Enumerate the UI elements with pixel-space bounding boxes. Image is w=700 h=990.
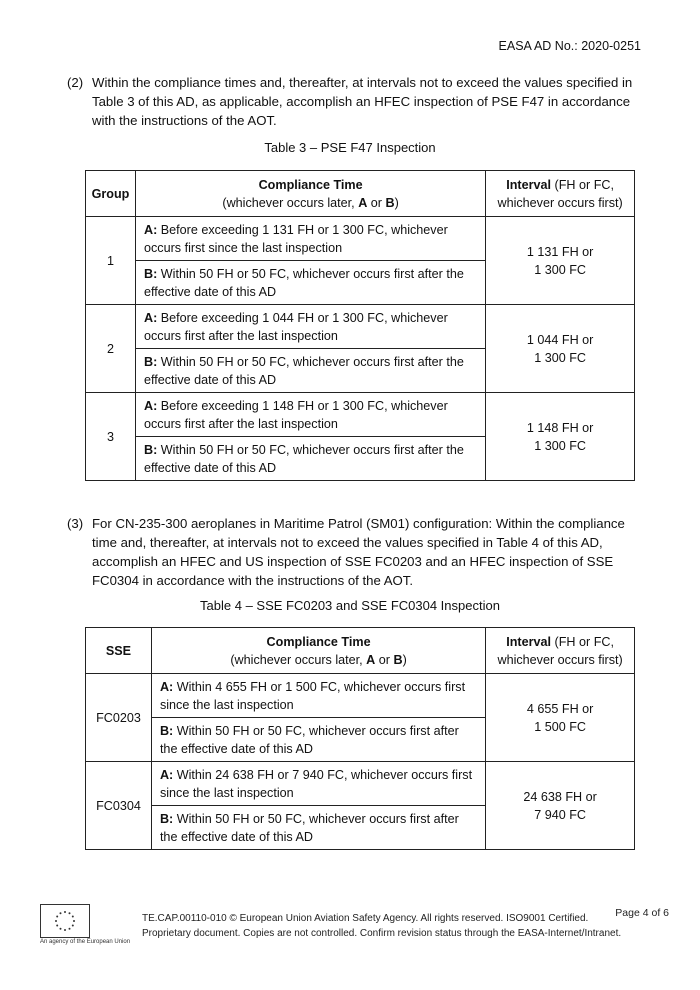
compliance-b-cell: B: Within 50 FH or 50 FC, whichever occurs first after the effective date of this AD bbox=[151, 718, 485, 762]
header-interval: Interval (FH or FC, whichever occurs first) bbox=[486, 171, 635, 217]
header-interval: Interval (FH or FC, whichever occurs first) bbox=[486, 628, 635, 674]
table4 bbox=[85, 627, 635, 850]
interval-cell: 1 131 FH or 1 300 FC bbox=[486, 217, 635, 305]
compliance-a-cell: A: Before exceeding 1 131 FH or 1 300 FC, whichever occurs first since the last inspection bbox=[135, 217, 485, 261]
header-group: Group bbox=[86, 171, 136, 217]
interval-cell: 1 148 FH or 1 300 FC bbox=[486, 393, 635, 481]
header-compliance-time: Compliance Time (whichever occurs later, A or B) bbox=[135, 171, 485, 217]
compliance-a-cell: A: Within 24 638 FH or 7 940 FC, whichever occurs first since the last inspection bbox=[151, 762, 485, 806]
compliance-a-cell: A: Before exceeding 1 044 FH or 1 300 FC, whichever occurs first after the last inspection bbox=[135, 305, 485, 349]
sse-cell: FC0203 bbox=[86, 674, 152, 762]
interval-cell: 24 638 FH or 7 940 FC bbox=[486, 762, 635, 850]
footer-line-1: TE.CAP.00110-010 © European Union Aviation Safety Agency. All rights reserved. ISO9001 Certified. bbox=[142, 913, 589, 924]
group-cell: 2 bbox=[86, 305, 136, 393]
table-row bbox=[86, 674, 635, 718]
paragraph-number: (2) bbox=[67, 75, 84, 90]
table-row bbox=[86, 217, 635, 261]
paragraph-2 bbox=[67, 73, 637, 130]
page-number: Page 4 of 6 bbox=[615, 907, 669, 919]
paragraph-text: For CN-235-300 aeroplanes in Maritime Patrol (SM01) configuration: Within the compliance time and, thereafter, at intervals not to exceed the values specified in Table 4 of this AD, accomplish an HFEC and US inspection of SSE FC0203 and an HFEC inspection of SSE FC0304 in accordance with the instructions of the AOT. bbox=[92, 516, 625, 588]
header-sse: SSE bbox=[86, 628, 152, 674]
ad-number: EASA AD No.: 2020-0251 bbox=[498, 39, 641, 53]
sse-cell: FC0304 bbox=[86, 762, 152, 850]
footer-text bbox=[142, 911, 621, 941]
compliance-a-cell: A: Within 4 655 FH or 1 500 FC, whichever occurs first since the last inspection bbox=[151, 674, 485, 718]
header-compliance-time: Compliance Time (whichever occurs later, A or B) bbox=[151, 628, 485, 674]
compliance-b-cell: B: Within 50 FH or 50 FC, whichever occurs first after the effective date of this AD bbox=[135, 349, 485, 393]
table4-header-row bbox=[86, 628, 635, 674]
footer-line-2: Proprietary document. Copies are not controlled. Confirm revision status through the EASA-Internet/Intranet. bbox=[142, 928, 622, 939]
table3 bbox=[85, 170, 635, 481]
agency-caption: An agency of the European Union bbox=[40, 939, 131, 945]
group-cell: 1 bbox=[86, 217, 136, 305]
paragraph-number: (3) bbox=[67, 516, 84, 531]
compliance-b-cell: B: Within 50 FH or 50 FC, whichever occurs first after the effective date of this AD bbox=[135, 437, 485, 481]
table-row bbox=[86, 393, 635, 437]
table-row bbox=[86, 762, 635, 806]
eu-flag-logo bbox=[40, 904, 90, 938]
table-row bbox=[86, 305, 635, 349]
table3-caption: Table 3 – PSE F47 Inspection bbox=[264, 140, 436, 155]
compliance-b-cell: B: Within 50 FH or 50 FC, whichever occurs first after the effective date of this AD bbox=[135, 261, 485, 305]
compliance-b-cell: B: Within 50 FH or 50 FC, whichever occurs first after the effective date of this AD bbox=[151, 806, 485, 850]
paragraph-text: Within the compliance times and, thereafter, at intervals not to exceed the values specified in Table 3 of this AD, as applicable, accomplish an HFEC inspection of PSE F47 in accordance with the instructions of the AOT. bbox=[92, 75, 633, 128]
compliance-a-cell: A: Before exceeding 1 148 FH or 1 300 FC, whichever occurs first after the last inspection bbox=[135, 393, 485, 437]
table3-header-row bbox=[86, 171, 635, 217]
interval-cell: 1 044 FH or 1 300 FC bbox=[486, 305, 635, 393]
table4-caption: Table 4 – SSE FC0203 and SSE FC0304 Inspection bbox=[200, 598, 500, 613]
eu-stars-icon bbox=[41, 905, 89, 937]
group-cell: 3 bbox=[86, 393, 136, 481]
paragraph-3 bbox=[67, 514, 637, 590]
interval-cell: 4 655 FH or 1 500 FC bbox=[486, 674, 635, 762]
